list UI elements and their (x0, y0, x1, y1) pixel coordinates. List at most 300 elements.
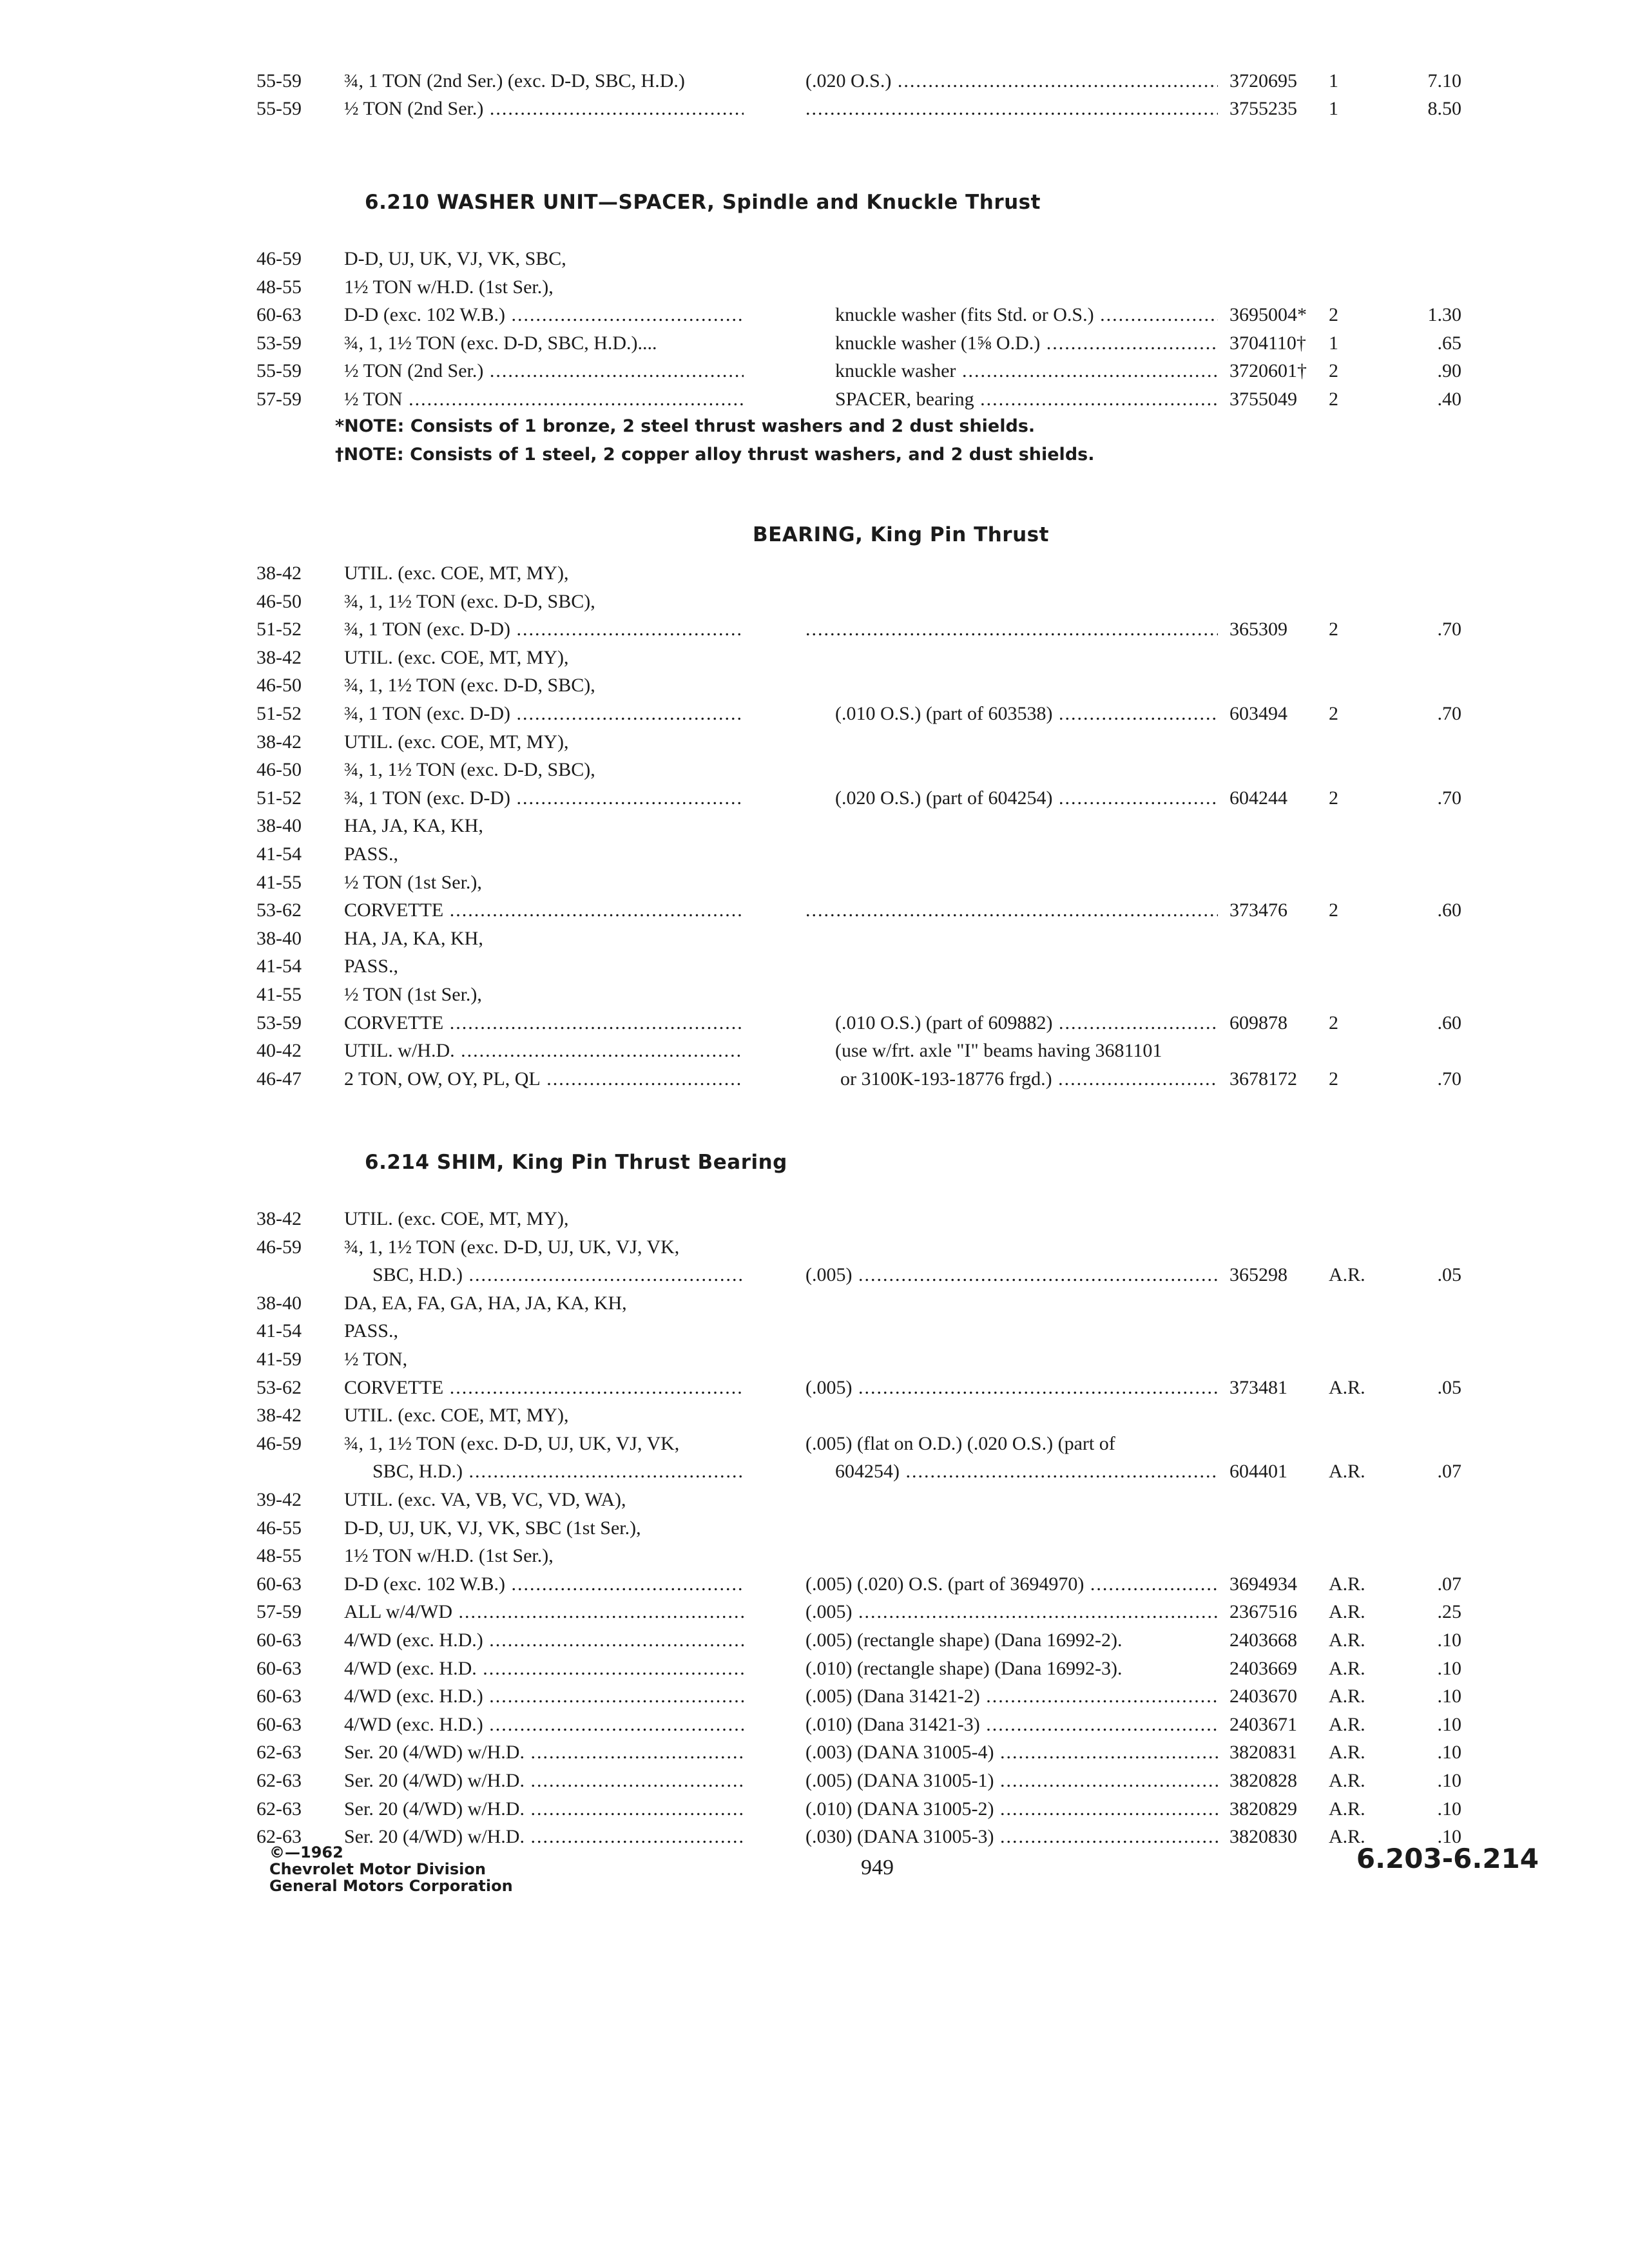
model-cell (344, 1430, 744, 1458)
parts-row (0, 615, 1629, 644)
model-text: ¾, 1 TON (2nd Ser.) (exc. D-D, SBC, H.D.) (344, 70, 685, 91)
model-cell (344, 700, 744, 728)
years-cell: 48-55 (256, 276, 302, 298)
parts-row (0, 1767, 1629, 1795)
model-text: CORVETTE ..... (344, 1012, 744, 1033)
model-text: ¾, 1, 1½ TON (exc. D-D, SBC, H.D.).... (344, 332, 657, 354)
model-text: DA, EA, FA, GA, HA, JA, KA, KH, (344, 1292, 627, 1314)
description-text: (.005) (flat on O.D.) (.020 O.S.) (part of (805, 1432, 1115, 1454)
parts-row (0, 840, 1629, 869)
model-text: PASS., (344, 956, 398, 977)
description-text: (.003) (DANA 31005-4) ..... (805, 1742, 1218, 1763)
parts-row (0, 1345, 1629, 1374)
section-note: †NOTE: Consists of 1 steel, 2 copper alloy thrust washers, and 2 dust shields. (335, 444, 1095, 465)
quantity-cell: A.R. (1329, 1798, 1365, 1820)
model-text: ¾, 1 TON (exc. D-D) ..... (344, 703, 744, 724)
parts-row (0, 273, 1629, 302)
model-text: 4/WD (exc. H.D.) ..... (344, 1686, 744, 1707)
model-cell (344, 245, 744, 273)
description-text: (.010 O.S.) (part of 609882) ..... (835, 1012, 1218, 1033)
description-text: (.020 O.S.) (part of 604254) ..... (835, 787, 1218, 809)
description-cell (805, 1598, 1218, 1626)
years-cell: 60-63 (256, 1573, 302, 1595)
description-cell (805, 1261, 1218, 1289)
model-text: ¾, 1, 1½ TON (exc. D-D, UJ, UK, VJ, VK, (344, 1432, 680, 1454)
section-note: *NOTE: Consists of 1 bronze, 2 steel thrust washers and 2 dust shields. (335, 416, 1036, 436)
description-text: (.005) (Dana 31421-2) ..... (805, 1686, 1218, 1707)
model-text: ½ TON (2nd Ser.) ..... (344, 360, 744, 381)
years-cell: 41-55 (256, 871, 302, 893)
description-text: (use w/frt. axle "I" beams having 3681101 (835, 1040, 1162, 1062)
model-cell (344, 67, 744, 95)
years-cell: 46-50 (256, 759, 302, 781)
parts-row (0, 1317, 1629, 1345)
years-cell: 46-50 (256, 590, 302, 612)
years-cell: 40-42 (256, 1040, 302, 1062)
years-cell: 57-59 (256, 1601, 302, 1623)
parts-row (0, 1711, 1629, 1739)
model-text: UTIL. (exc. COE, MT, MY), (344, 1208, 569, 1229)
description-text: knuckle washer ..... (835, 360, 1218, 381)
description-text: (.005) (rectangle shape) (Dana 16992-2). (805, 1629, 1123, 1651)
description-cell (805, 1823, 1218, 1851)
quantity-cell: A.R. (1329, 1826, 1365, 1848)
price-cell: .70 (1437, 703, 1461, 724)
years-cell: 60-63 (256, 1686, 302, 1707)
description-cell (805, 67, 1218, 95)
parts-row (0, 357, 1629, 385)
description-cell (835, 329, 1218, 358)
description-text: (.005) (DANA 31005-1) ..... (805, 1770, 1218, 1791)
model-text: PASS., (344, 1320, 398, 1342)
quantity-cell: A.R. (1329, 1713, 1365, 1735)
description-cell (805, 1795, 1218, 1823)
years-cell: 51-52 (256, 619, 302, 640)
part-number-cell: 2403670 (1229, 1686, 1297, 1707)
model-cell (344, 95, 744, 123)
quantity-cell: 2 (1329, 360, 1338, 382)
model-cell (344, 329, 744, 358)
model-text: D-D, UJ, UK, VJ, VK, SBC, (344, 248, 566, 269)
model-text: Ser. 20 (4/WD) w/H.D. ..... (344, 1742, 744, 1763)
price-cell: .70 (1437, 619, 1461, 640)
price-cell: .70 (1437, 787, 1461, 809)
model-text: ¾, 1 TON (exc. D-D) ..... (344, 787, 744, 809)
quantity-cell: A.R. (1329, 1657, 1365, 1679)
model-cell (344, 1205, 744, 1233)
years-cell: 62-63 (256, 1826, 302, 1848)
model-text: UTIL. w/H.D. ..... (344, 1040, 744, 1061)
parts-row (0, 784, 1629, 812)
model-text: ¾, 1, 1½ TON (exc. D-D, SBC), (344, 675, 595, 697)
years-cell: 62-63 (256, 1770, 302, 1791)
model-text: ½ TON (2nd Ser.) ..... (344, 98, 744, 119)
parts-row (0, 896, 1629, 925)
parts-row (0, 1457, 1629, 1486)
model-cell (344, 784, 744, 812)
model-text: ½ TON (1st Ser.), (344, 984, 482, 1005)
model-text: ¾, 1, 1½ TON (exc. D-D, UJ, UK, VJ, VK, (344, 1236, 680, 1258)
price-cell: 8.50 (1427, 98, 1461, 119)
parts-row (0, 1795, 1629, 1823)
model-cell (344, 1767, 744, 1795)
section-title: BEARING, King Pin Thrust (753, 523, 1049, 546)
model-cell (344, 1570, 744, 1599)
model-text: D-D, UJ, UK, VJ, VK, SBC (1st Ser.), (344, 1517, 641, 1539)
price-cell: .05 (1437, 1264, 1461, 1286)
model-cell (344, 671, 744, 700)
page-number: 949 (861, 1856, 894, 1879)
price-cell: .40 (1437, 389, 1461, 410)
model-cell (344, 952, 744, 981)
model-text: UTIL. (exc. COE, MT, MY), (344, 562, 569, 584)
description-text: (.005) ..... (805, 1601, 1218, 1622)
parts-row (0, 700, 1629, 728)
parts-row (0, 925, 1629, 953)
years-cell: 62-63 (256, 1742, 302, 1763)
description-cell (805, 1430, 1218, 1458)
model-text: UTIL. (exc. VA, VB, VC, VD, WA), (344, 1489, 626, 1510)
parts-row (0, 1598, 1629, 1626)
part-number-cell: 3820828 (1229, 1770, 1297, 1791)
model-text: Ser. 20 (4/WD) w/H.D. ..... (344, 1798, 744, 1820)
description-text (805, 619, 1218, 640)
price-cell: .70 (1437, 1068, 1461, 1090)
parts-row (0, 952, 1629, 981)
years-cell: 38-42 (256, 1405, 302, 1427)
model-text: 4/WD (exc. H.D. ..... (344, 1658, 744, 1679)
parts-row (0, 1682, 1629, 1711)
quantity-cell: A.R. (1329, 1742, 1365, 1763)
model-text: ¾, 1, 1½ TON (exc. D-D, SBC), (344, 759, 595, 781)
part-number-cell: 3704110† (1229, 332, 1306, 354)
quantity-cell: A.R. (1329, 1573, 1365, 1595)
parts-row (0, 671, 1629, 700)
quantity-cell: 2 (1329, 304, 1338, 326)
parts-row (0, 1570, 1629, 1599)
parts-row (0, 329, 1629, 358)
model-text: HA, JA, KA, KH, (344, 815, 483, 837)
years-cell: 55-59 (256, 98, 302, 119)
quantity-cell: A.R. (1329, 1376, 1365, 1398)
parts-row (0, 1401, 1629, 1430)
parts-row (0, 559, 1629, 588)
years-cell: 46-55 (256, 1517, 302, 1539)
years-cell: 38-42 (256, 1208, 302, 1229)
description-cell (835, 1009, 1218, 1037)
model-cell (344, 301, 744, 329)
parts-row (0, 1261, 1629, 1289)
model-text: ½ TON (1st Ser.), (344, 871, 482, 893)
years-cell: 51-52 (256, 703, 302, 724)
price-cell: .65 (1437, 332, 1461, 354)
model-cell (344, 840, 744, 869)
part-number-cell: 2403671 (1229, 1713, 1297, 1735)
parts-row (0, 245, 1629, 273)
model-cell (344, 1233, 744, 1262)
years-cell: 41-54 (256, 843, 302, 865)
years-cell: 46-50 (256, 675, 302, 697)
part-number-cell: 603494 (1229, 703, 1287, 724)
price-cell: .60 (1437, 899, 1461, 921)
parts-row (0, 1289, 1629, 1318)
description-text: knuckle washer (1⅝ O.D.) ..... (835, 332, 1218, 354)
years-cell: 53-59 (256, 332, 302, 354)
copyright-line: General Motors Corporation (269, 1877, 513, 1895)
parts-row (0, 981, 1629, 1009)
years-cell: 48-55 (256, 1545, 302, 1567)
description-cell (805, 1682, 1218, 1711)
price-cell: .10 (1437, 1657, 1461, 1679)
model-cell (344, 273, 744, 302)
years-cell: 38-42 (256, 731, 302, 753)
description-cell (805, 1711, 1218, 1739)
quantity-cell: 2 (1329, 787, 1338, 809)
description-cell (805, 1767, 1218, 1795)
description-text: 604254) ..... (835, 1461, 1218, 1482)
description-text: (.005) ..... (805, 1377, 1218, 1398)
model-cell (344, 1065, 744, 1093)
years-cell: 46-59 (256, 1432, 302, 1454)
model-cell (344, 1598, 744, 1626)
quantity-cell: A.R. (1329, 1601, 1365, 1623)
years-cell: 53-62 (256, 1376, 302, 1398)
model-text: ¾, 1, 1½ TON (exc. D-D, SBC), (344, 590, 595, 612)
parts-row (0, 1486, 1629, 1514)
parts-row (0, 67, 1629, 95)
parts-row (0, 1205, 1629, 1233)
years-cell: 55-59 (256, 70, 302, 91)
quantity-cell: 2 (1329, 1068, 1338, 1090)
part-number-cell: 2403668 (1229, 1629, 1297, 1651)
model-cell (344, 925, 744, 953)
model-cell (344, 1682, 744, 1711)
model-text: PASS., (344, 843, 398, 865)
model-text: CORVETTE ..... (344, 1377, 744, 1398)
parts-row (0, 728, 1629, 756)
section-number: 6.210 (365, 191, 430, 214)
description-text: (.010) (Dana 31421-3) ..... (805, 1714, 1218, 1735)
description-cell (805, 1374, 1218, 1402)
years-cell: 57-59 (256, 389, 302, 410)
model-cell (344, 1486, 744, 1514)
description-text: (.020 O.S.) ..... (805, 70, 1218, 91)
parts-row (0, 588, 1629, 616)
part-number-cell: 3694934 (1229, 1573, 1297, 1595)
parts-row (0, 1514, 1629, 1542)
parts-row (0, 301, 1629, 329)
model-cell (344, 981, 744, 1009)
part-number-cell: 609878 (1229, 1012, 1287, 1033)
part-number-cell: 3720695 (1229, 70, 1297, 91)
model-text: ALL w/4/WD ..... (344, 1601, 744, 1622)
model-text: CORVETTE ..... (344, 899, 744, 921)
model-cell (344, 896, 744, 925)
part-number-cell: 604244 (1229, 787, 1287, 809)
model-cell (344, 1374, 744, 1402)
parts-row (0, 385, 1629, 414)
years-cell: 60-63 (256, 1629, 302, 1651)
quantity-cell: 1 (1329, 98, 1338, 119)
price-cell: 7.10 (1427, 70, 1461, 91)
parts-row (0, 1233, 1629, 1262)
quantity-cell: 1 (1329, 70, 1338, 91)
quantity-cell: 1 (1329, 332, 1338, 354)
years-cell: 39-42 (256, 1489, 302, 1510)
price-cell: .60 (1437, 1012, 1461, 1033)
model-cell (344, 728, 744, 756)
price-cell: .10 (1437, 1629, 1461, 1651)
parts-row (0, 756, 1629, 784)
parts-row (0, 1738, 1629, 1767)
price-cell: .07 (1437, 1461, 1461, 1483)
model-cell (344, 615, 744, 644)
description-text: knuckle washer (fits Std. or O.S.) ..... (835, 304, 1218, 325)
parts-row (0, 1065, 1629, 1093)
parts-row (0, 869, 1629, 897)
part-number-cell: 365309 (1229, 619, 1287, 640)
model-text: ½ TON ..... (344, 389, 744, 410)
price-cell: 1.30 (1427, 304, 1461, 326)
description-text: SPACER, bearing ..... (835, 389, 1218, 410)
parts-row (0, 1430, 1629, 1458)
part-number-cell: 604401 (1229, 1461, 1287, 1483)
years-cell: 55-59 (256, 360, 302, 382)
quantity-cell: 2 (1329, 619, 1338, 640)
copyright-line: Chevrolet Motor Division (269, 1860, 486, 1878)
model-text: 1½ TON w/H.D. (1st Ser.), (344, 1545, 554, 1567)
years-cell: 38-42 (256, 646, 302, 668)
price-cell: .10 (1437, 1798, 1461, 1820)
years-cell: 51-52 (256, 787, 302, 809)
quantity-cell: 2 (1329, 389, 1338, 410)
years-cell: 60-63 (256, 304, 302, 326)
model-text: UTIL. (exc. COE, MT, MY), (344, 1405, 569, 1427)
description-cell (835, 784, 1218, 812)
years-cell: 41-59 (256, 1349, 302, 1370)
price-cell: .07 (1437, 1573, 1461, 1595)
years-cell: 38-40 (256, 927, 302, 949)
years-cell: 38-40 (256, 1292, 302, 1314)
price-cell: .10 (1437, 1826, 1461, 1848)
part-number-cell: 365298 (1229, 1264, 1287, 1286)
parts-row (0, 1542, 1629, 1570)
parts-row (0, 95, 1629, 123)
model-text: 1½ TON w/H.D. (1st Ser.), (344, 276, 554, 298)
parts-row (0, 812, 1629, 840)
model-cell (344, 1289, 744, 1318)
description-cell (840, 1065, 1218, 1093)
section-heading (365, 188, 1041, 216)
price-cell: .10 (1437, 1713, 1461, 1735)
model-cell (344, 385, 744, 414)
model-cell (344, 1401, 744, 1430)
model-cell (344, 1037, 744, 1065)
model-text: ½ TON, (344, 1349, 408, 1370)
years-cell: 46-47 (256, 1068, 302, 1090)
copyright-block (269, 1844, 513, 1894)
model-text: UTIL. (exc. COE, MT, MY), (344, 731, 569, 753)
model-text: SBC, H.D.) ..... (372, 1264, 744, 1285)
quantity-cell: 2 (1329, 703, 1338, 724)
section-title: WASHER UNIT—SPACER, Spindle and Knuckle Thrust (436, 191, 1041, 214)
part-number-cell: 3678172 (1229, 1068, 1297, 1090)
model-cell (344, 1738, 744, 1767)
price-cell: .90 (1437, 360, 1461, 382)
years-cell: 46-59 (256, 1236, 302, 1258)
description-cell (805, 1570, 1218, 1599)
quantity-cell: 2 (1329, 1012, 1338, 1033)
section-heading (365, 1148, 787, 1177)
quantity-cell: 2 (1329, 899, 1338, 921)
model-cell (344, 1655, 744, 1683)
part-number-cell: 3820830 (1229, 1826, 1297, 1848)
model-cell (344, 357, 744, 385)
quantity-cell: A.R. (1329, 1686, 1365, 1707)
part-number-cell: 3755049 (1229, 389, 1297, 410)
description-text: (.030) (DANA 31005-3) ..... (805, 1826, 1218, 1847)
copyright-line: ©—1962 (269, 1843, 343, 1861)
quantity-cell: A.R. (1329, 1770, 1365, 1791)
description-cell (835, 385, 1218, 414)
description-cell (835, 700, 1218, 728)
description-text: (.010) (DANA 31005-2) ..... (805, 1798, 1218, 1820)
model-cell (344, 644, 744, 672)
model-cell (344, 812, 744, 840)
part-number-cell: 3695004* (1229, 304, 1307, 326)
section-title: SHIM, King Pin Thrust Bearing (436, 1151, 787, 1174)
model-cell (344, 1317, 744, 1345)
part-number-cell: 3755235 (1229, 98, 1297, 119)
parts-row (0, 1374, 1629, 1402)
part-number-cell: 3820829 (1229, 1798, 1297, 1820)
years-cell: 38-40 (256, 815, 302, 837)
description-text: (.010) (rectangle shape) (Dana 16992-3). (805, 1657, 1123, 1679)
model-text: Ser. 20 (4/WD) w/H.D. ..... (344, 1770, 744, 1791)
description-text: or 3100K-193-18776 frgd.) ..... (840, 1068, 1218, 1090)
model-cell (344, 588, 744, 616)
model-cell (344, 1795, 744, 1823)
years-cell: 41-54 (256, 1320, 302, 1342)
price-cell: .10 (1437, 1742, 1461, 1763)
years-cell: 41-55 (256, 984, 302, 1005)
description-text (805, 98, 1218, 119)
model-text: SBC, H.D.) ..... (372, 1461, 744, 1482)
model-cell (344, 1514, 744, 1542)
model-cell (344, 1626, 744, 1655)
part-number-cell: 2403669 (1229, 1657, 1297, 1679)
description-text: (.005) (.020) O.S. (part of 3694970) ..... (805, 1573, 1218, 1595)
model-cell (344, 1711, 744, 1739)
description-cell (805, 1738, 1218, 1767)
parts-row (0, 1626, 1629, 1655)
description-cell (805, 1655, 1218, 1683)
description-cell (805, 896, 1218, 925)
model-text: HA, JA, KA, KH, (344, 927, 483, 949)
model-text: D-D (exc. 102 W.B.) ..... (344, 304, 744, 325)
years-cell: 41-54 (256, 956, 302, 977)
section-range: 6.203-6.214 (1356, 1843, 1539, 1874)
description-cell (805, 95, 1218, 123)
parts-row (0, 1655, 1629, 1683)
model-cell (344, 869, 744, 897)
description-cell (835, 1037, 1218, 1065)
section-number: 6.214 (365, 1151, 430, 1174)
description-text: (.010 O.S.) (part of 603538) ..... (835, 703, 1218, 724)
model-text: 4/WD (exc. H.D.) ..... (344, 1714, 744, 1735)
model-text: 2 TON, OW, OY, PL, QL ..... (344, 1068, 744, 1090)
description-cell (835, 301, 1218, 329)
